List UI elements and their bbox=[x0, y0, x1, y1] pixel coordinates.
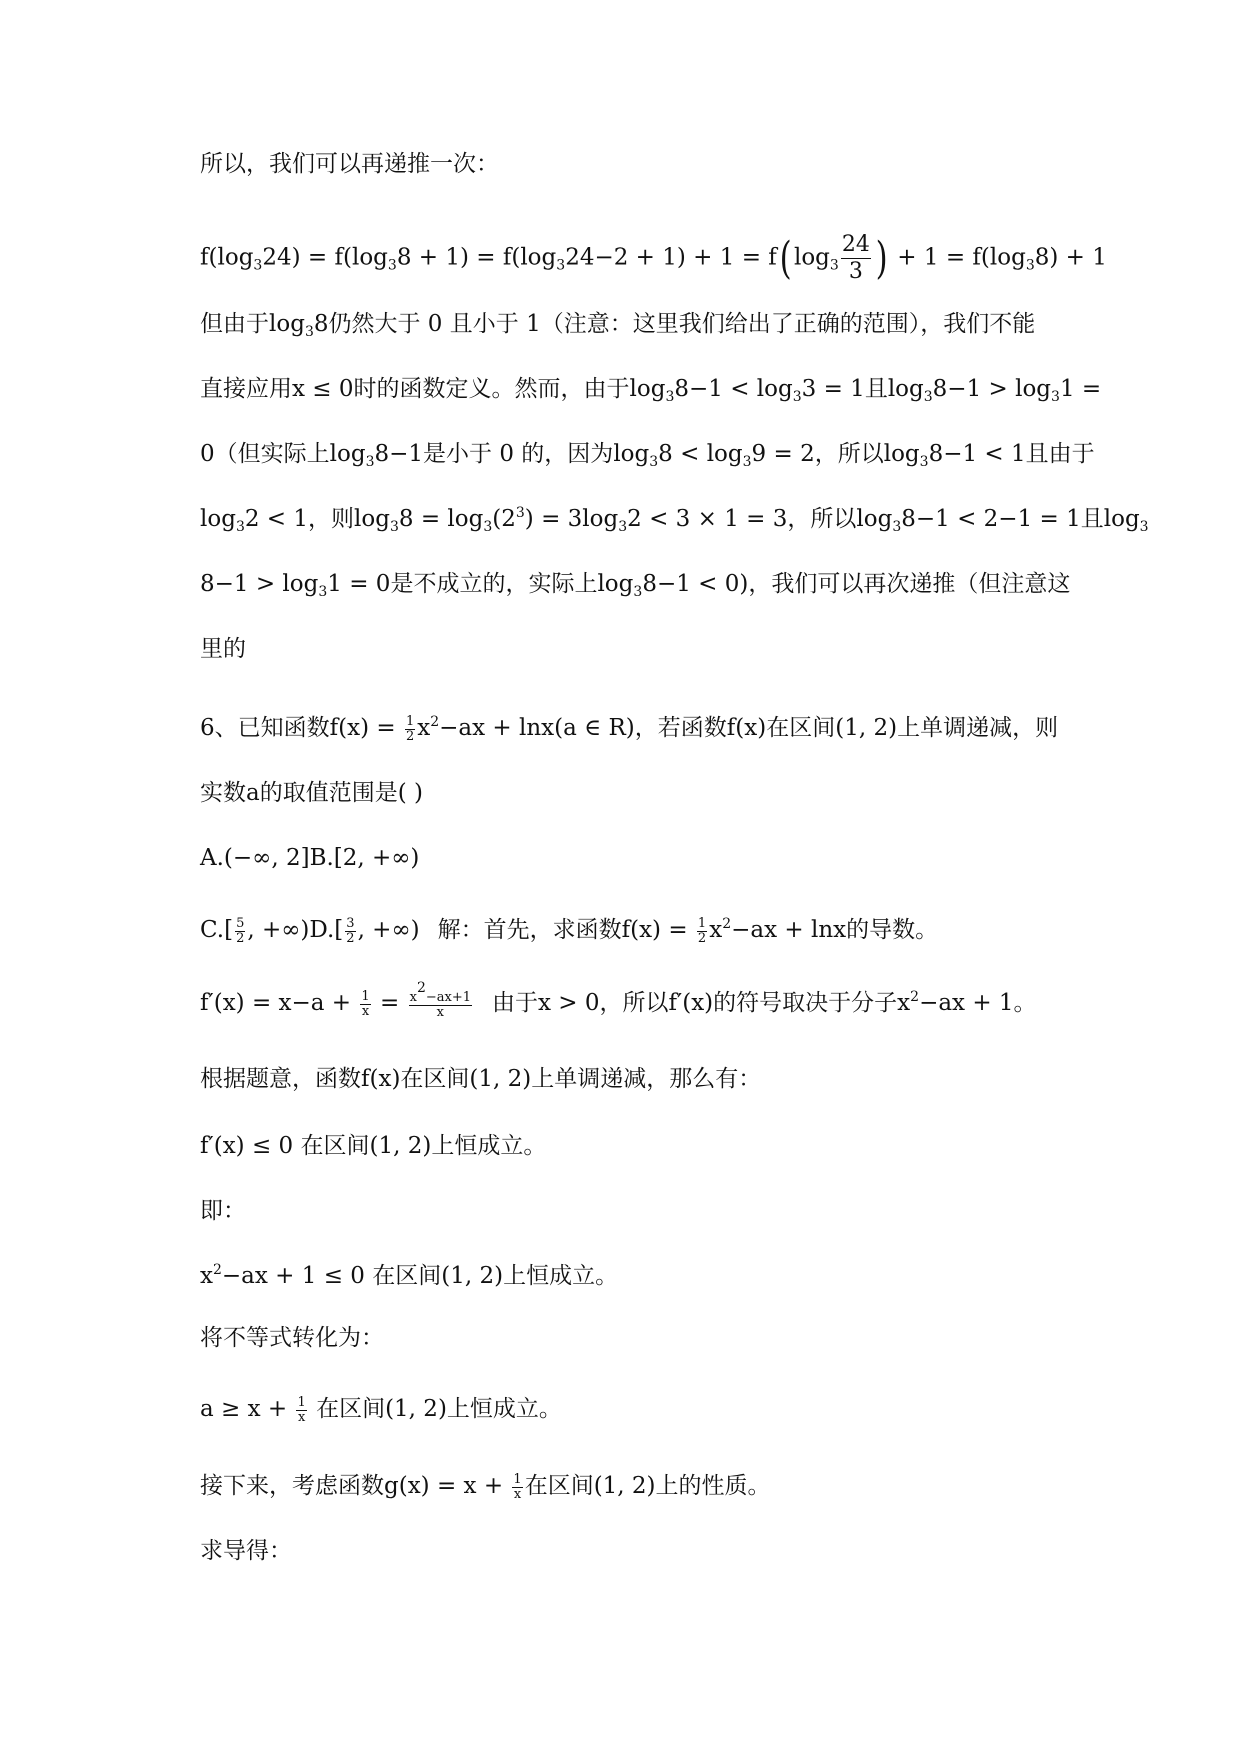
text-line-7: $8-1 > \log_31 = 0$是不成立的，实际上$\log_38-1 < 0$)，我们可以再次递推（但注意这 bbox=[200, 571, 1071, 600]
option-c: C.[ $\frac{5}{2}$ , +∞) bbox=[200, 915, 310, 946]
option-a: A.(−∞, 2] bbox=[200, 845, 310, 871]
options-cd-solution: C.[ $\frac{5}{2}$ , +∞)D.[ $\frac{3}{2}$ , +∞) 解：首先，求函数f(x) = $\frac{1}{2}$ $x^2-ax + \ln x$的导数。 bbox=[200, 915, 939, 946]
text-line-16: 即： bbox=[200, 1198, 246, 1224]
text-line-4: 直接应用x ≤ 0时的函数定义。然而，由于$\log_38-1 < \log_33 = 1$且$\log_38-1 > \log_31$ = bbox=[200, 376, 1102, 405]
derivative-line: f′(x) = x−a + $\frac{1}{x}$ = $\frac{x^2-ax+1}{x}$ 由于x > 0，所以f′(x)的符号取决于分子$x^2-ax + 1$。 bbox=[200, 980, 1037, 1020]
condition-line: f′(x) ≤ 0 在区间(1, 2)上恒成立。 bbox=[200, 1133, 547, 1159]
text-line-14: 根据题意，函数f(x)在区间(1, 2)上单调递减，那么有： bbox=[200, 1066, 762, 1092]
equation-recursion: $f(\log_324) = f(\log_38 + 1) = f(\log_324-2 + 1) + 1 = f$( $\log_3$ $\frac{24}{3}$ ) + $1 = f(\log_38) + 1$ bbox=[200, 232, 1107, 284]
option-b: B.[2, +∞) bbox=[309, 845, 420, 871]
inequality-line: $x^2-ax + 1 \le 0$ 在区间(1, 2)上恒成立。 bbox=[200, 1262, 619, 1289]
transformed-inequality: a ≥ x + $\frac{1}{x}$ 在区间(1, 2)上恒成立。 bbox=[200, 1394, 562, 1425]
options-ab bbox=[200, 842, 419, 874]
option-d: D.[ $\frac{3}{2}$ , +∞) bbox=[309, 915, 420, 946]
text-line-3: 但由于$\log_38$仍然大于 0 且小于 1（注意：这里我们给出了正确的范围），我们不能 bbox=[200, 311, 1036, 340]
text-line-8: 里的 bbox=[200, 636, 246, 662]
question-6-stem-2: 实数a的取值范围是( ) bbox=[200, 780, 423, 806]
text-line-18: 将不等式转化为： bbox=[200, 1325, 384, 1351]
question-6-stem: 6、已知函数f(x) = $\frac{1}{2}$ $x^2-ax + \ln x(a$ ∈ R)，若函数f(x)在区间(1, 2)上单调递减，则 bbox=[200, 713, 1059, 744]
text-line-21: 求导得： bbox=[200, 1538, 292, 1564]
text-line-6: $\log_32 < 1$，则$\log_38 = \log_3(2^3) = 3\log_32 < 3 \times 1 = 3$，所以$\log_38-1 < 2-1 = 1$且$\log_3$ bbox=[200, 505, 1149, 535]
text-line-20: 接下来，考虑函数g(x) = x + $\frac{1}{x}$ 在区间(1, 2)上的性质。 bbox=[200, 1471, 771, 1502]
text-line-5: 0（但实际上$\log_38-1$是小于 0 的，因为$\log_38 < \log_39 = 2$，所以$\log_38-1 < 1$且由于 bbox=[200, 441, 1095, 470]
text-line-1: 所以，我们可以再递推一次： bbox=[200, 151, 499, 177]
